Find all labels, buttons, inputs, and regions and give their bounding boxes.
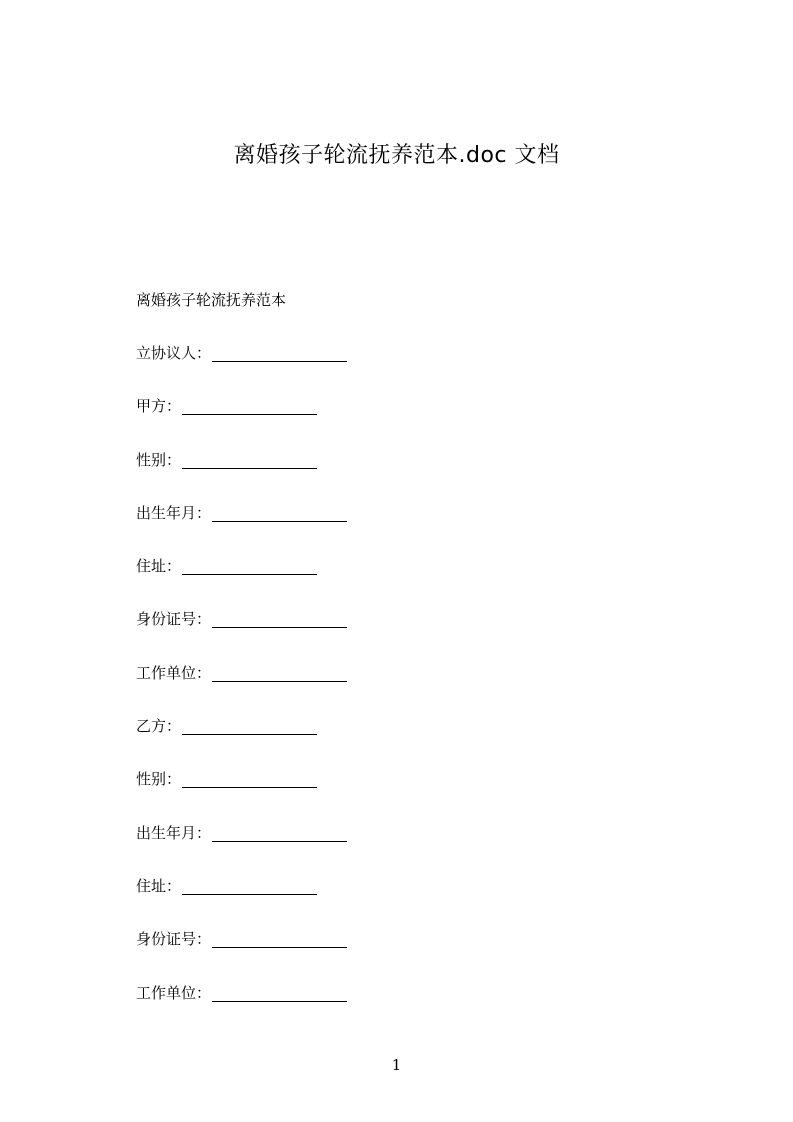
field-row-party-b-address [136,846,656,899]
field-row-party-a-employer [136,632,656,685]
blank-fill-line[interactable] [182,876,317,895]
agreement-heading: 离婚孩子轮流抚养范本 [136,291,287,309]
field-row-party-a-address [136,526,656,579]
blank-fill-line[interactable] [182,716,317,735]
field-label: 立协议人： [136,344,212,362]
field-label: 出生年月： [136,823,212,842]
field-label: 工作单位： [136,983,212,1002]
blank-fill-line[interactable] [212,823,347,842]
field-row-party-a-gender [136,419,656,472]
blank-fill-line[interactable] [182,556,317,575]
blank-fill-line[interactable] [212,343,347,362]
field-label: 性别： [136,770,182,789]
field-row-party-b-employer [136,952,656,1005]
blank-fill-line[interactable] [182,450,317,469]
field-row-party-b [136,686,656,739]
field-row-party-b-id-number [136,899,656,952]
field-row-party-a [136,366,656,419]
field-label: 住址： [136,557,182,576]
blank-fill-line[interactable] [212,983,347,1002]
field-label: 乙方： [136,717,182,736]
field-label: 身份证号： [136,610,212,629]
blank-fill-line[interactable] [212,663,347,682]
form-field-list [136,313,656,1006]
field-row-party-a-birth [136,473,656,526]
field-row-party-a-id-number [136,579,656,632]
field-row-party-b-gender [136,739,656,792]
field-row-agreement-party [136,313,656,366]
document-title: 离婚孩子轮流抚养范本.doc 文档 [233,143,560,168]
blank-fill-line[interactable] [212,609,347,628]
blank-fill-line[interactable] [182,396,317,415]
document-body [136,287,656,1006]
field-label: 住址： [136,876,182,895]
field-row-party-b-birth [136,792,656,845]
field-label: 工作单位： [136,663,212,682]
field-label: 甲方： [136,397,182,416]
blank-fill-line[interactable] [212,503,347,522]
field-label: 出生年月： [136,503,212,522]
field-label: 身份证号： [136,930,212,949]
field-label: 性别： [136,450,182,469]
blank-fill-line[interactable] [212,929,347,948]
page-number: 1 [391,1056,402,1074]
blank-fill-line[interactable] [182,769,317,788]
